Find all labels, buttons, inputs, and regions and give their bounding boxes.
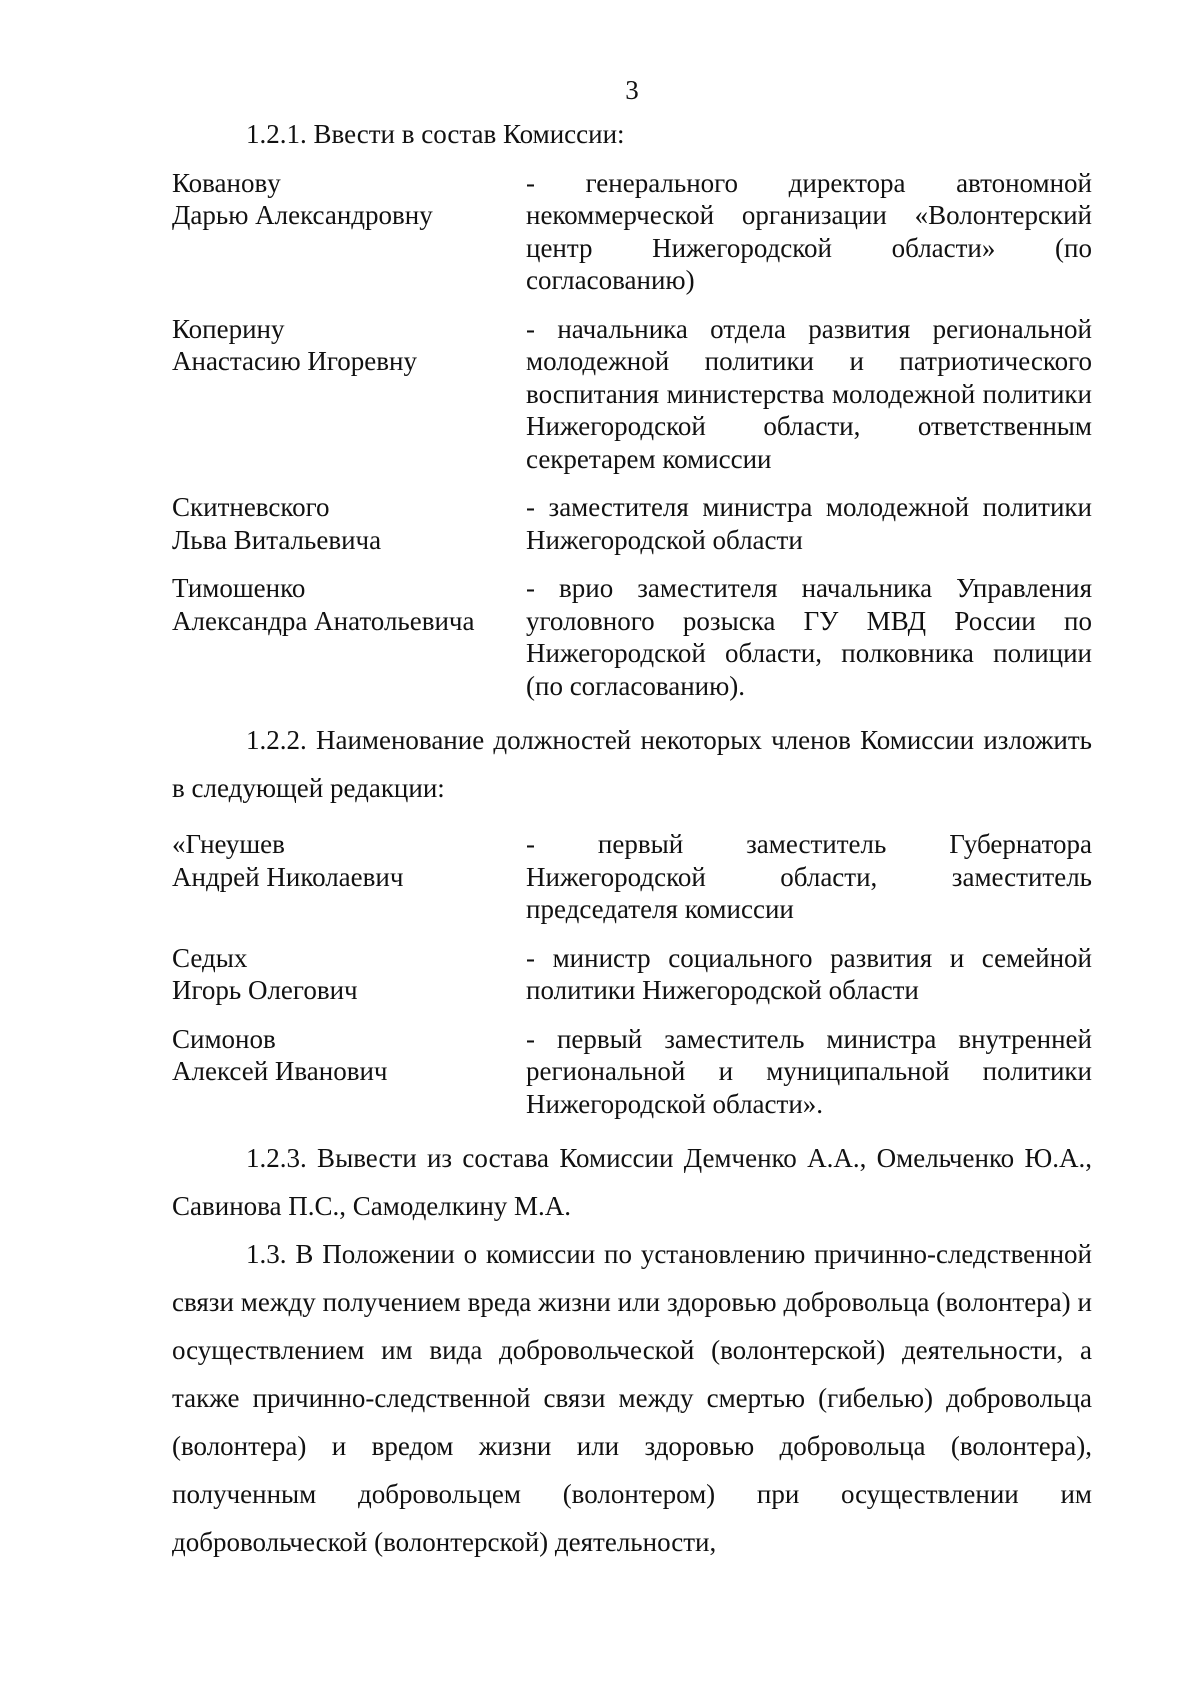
member-role: - врио заместителя начальника Управления уголовного розыска ГУ МВД России по Нижегородской области, полковника полиции (по согласованию). xyxy=(526,573,1092,701)
member-given-names: Алексей Иванович xyxy=(172,1056,388,1086)
member-surname: Коперину xyxy=(172,313,285,344)
member-surname: «Гнеушев xyxy=(172,829,285,859)
member-name xyxy=(172,942,526,1007)
member-role: - заместителя министра молодежной политики Нижегородской области xyxy=(526,492,1092,555)
member-surname: Седых xyxy=(172,942,248,973)
member-role: - первый заместитель министра внутренней региональной и муниципальной политики Нижегородской области». xyxy=(526,1023,1092,1119)
document-body xyxy=(172,118,1092,1566)
section-1-3-paragraph: 1.3. В Положении о комиссии по установлению причинно-следственной связи между получением вреда жизни или здоровью добровольца (волонтера) и осуществлением им вида добровольческой (волонтерской) деятельности, а также причинно-следственной связи между смертью (гибелью) добровольца (волонтера) и вредом жизни или здоровью добровольца (волонтера), полученным добровольцем (волонтером) при осуществлении им добровольческой (волонтерской) деятельности, xyxy=(172,1239,1092,1557)
member-entry xyxy=(172,1023,1092,1121)
member-given-names: Андрей Николаевич xyxy=(172,861,404,892)
member-given-names: Александра Анатольевича xyxy=(172,605,475,636)
member-role: - генерального директора автономной некоммерческой организации «Волонтерский центр Нижегородской области» (по согласованию) xyxy=(526,167,1092,295)
member-name xyxy=(172,167,526,297)
member-role: - министр социального развития и семейной политики Нижегородской области xyxy=(526,942,1092,1005)
section-1-2-2-heading: 1.2.2. Наименование должностей некоторых членов Комиссии изложить в следующей редакции: xyxy=(172,725,1092,803)
member-name xyxy=(172,572,526,702)
member-role: - первый заместитель Губернатора Нижегородской области, заместитель председателя комиссии xyxy=(526,829,1092,924)
member-surname: Ковановy xyxy=(172,167,281,198)
member-given-names: Льва Витальевича xyxy=(172,524,382,555)
member-name xyxy=(172,1023,526,1121)
member-name xyxy=(172,313,526,476)
member-given-names: Дарью Александровну xyxy=(172,200,433,230)
member-entry xyxy=(172,491,1092,556)
section-1-2-1-heading: 1.2.1. Ввести в состав Комиссии: xyxy=(246,119,625,149)
section-1-2-3-paragraph: 1.2.3. Вывести из состава Комиссии Демченко А.А., Омельченко Ю.А., Савинова П.С., Самоделкину М.А. xyxy=(172,1143,1092,1221)
member-entry xyxy=(172,572,1092,702)
member-given-names: Игорь Олегович xyxy=(172,975,358,1005)
member-name xyxy=(172,491,526,556)
member-role: - начальника отдела развития региональной молодежной политики и патриотического воспитания министерства молодежной политики Нижегородской области, ответственным секретарем комиссии xyxy=(526,313,1092,474)
member-surname: Тимошенко xyxy=(172,573,306,603)
member-entry xyxy=(172,942,1092,1007)
member-surname: Скитневского xyxy=(172,492,330,522)
member-surname: Симонов xyxy=(172,1023,276,1054)
member-entry xyxy=(172,313,1092,476)
member-name xyxy=(172,828,526,926)
page-number: 3 xyxy=(625,75,639,105)
member-entry xyxy=(172,828,1092,926)
member-given-names: Анастасию Игоревну xyxy=(172,346,417,376)
member-entry xyxy=(172,167,1092,297)
